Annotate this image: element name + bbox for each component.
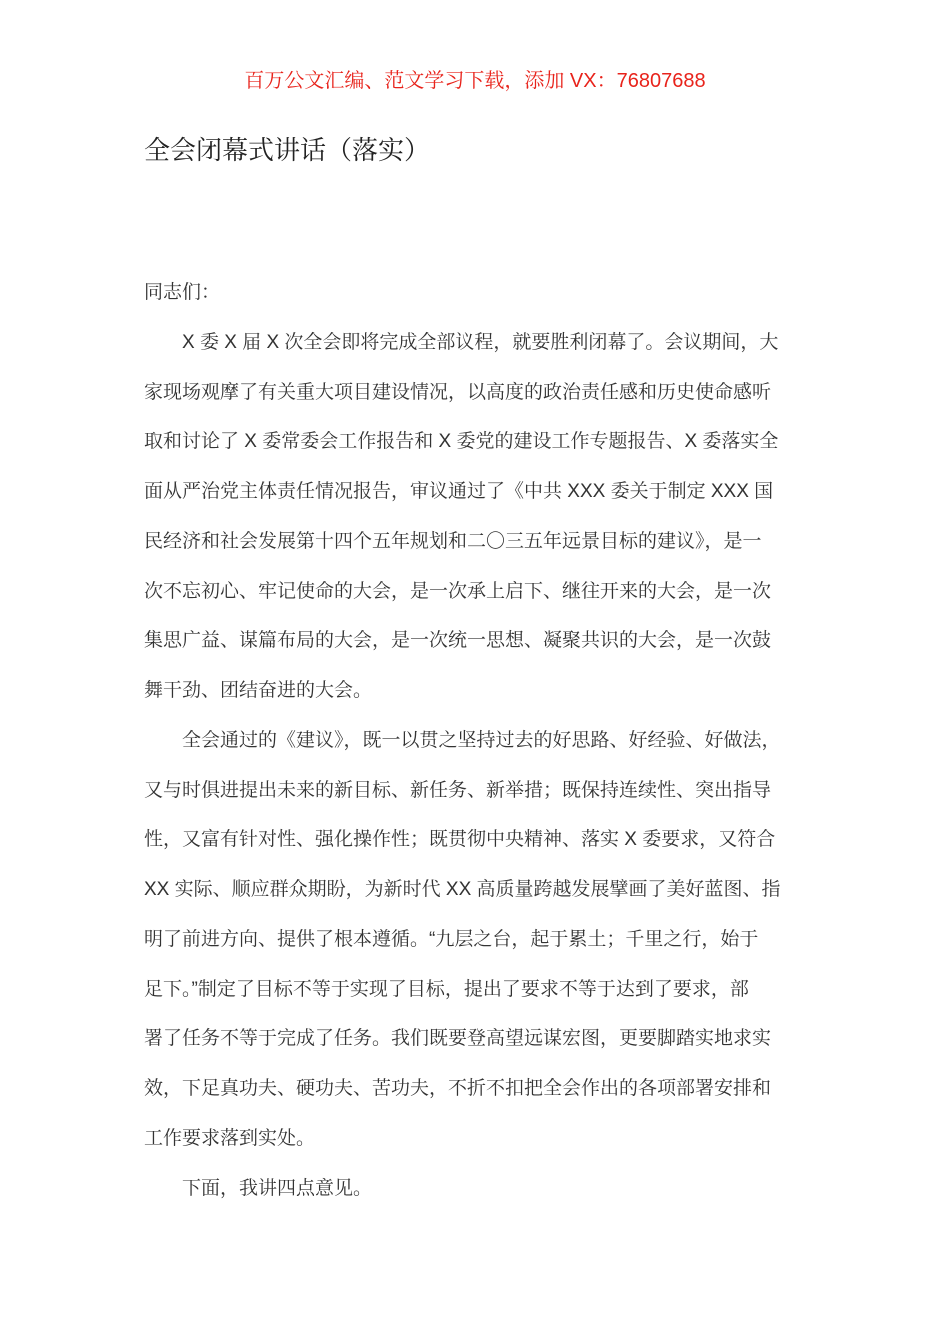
- text-line: 民经济和社会发展第十四个五年规划和二〇三五年远景目标的建议》，是一: [144, 530, 762, 552]
- text-line: 效，下足真功夫、硬功夫、苦功夫，不折不扣把全会作出的各项部署安排和: [144, 1078, 772, 1099]
- text-line: 又与时俱进提出未来的新目标、新任务、新举措；既保持连续性、突出指导: [144, 779, 772, 801]
- text-line: 全会通过的《建议》，既一以贯之坚持过去的好思路、好经验、好做法，: [144, 729, 781, 751]
- text-line: XX 实际、顺应群众期盼，为新时代 XX 高质量跨越发展擘画了美好蓝图、指: [144, 879, 781, 900]
- text-line: 足下。”制定了目标不等于实现了目标，提出了要求不等于达到了要求，部: [144, 978, 749, 1000]
- text-line: 取和讨论了 X 委常委会工作报告和 X 委党的建设工作专题报告、X 委落实全: [144, 431, 779, 453]
- text-line: 集思广益、谋篇布局的大会，是一次统一思想、凝聚共识的大会，是一次鼓: [144, 630, 772, 652]
- document-body: [144, 278, 824, 1223]
- watermark-header: 百万公文汇编、范文学习下载，添加 VX：76807688: [244, 70, 706, 92]
- text-line: 次不忘初心、牢记使命的大会，是一次承上启下、继往开来的大会，是一次: [144, 580, 772, 602]
- text-line: 性，又富有针对性、强化操作性；既贯彻中央精神、落实 X 委要求，又符合: [144, 829, 776, 851]
- text-line: 工作要求落到实处。: [144, 1127, 316, 1149]
- text-line: 面从严治党主体责任情况报告，审议通过了《中共 XXX 委关于制定 XXX 国: [144, 481, 774, 502]
- text-line: 下面，我讲四点意见。: [144, 1177, 373, 1199]
- text-line: 署了任务不等于完成了任务。我们既要登高望远谋宏图，更要脚踏实地求实: [144, 1028, 772, 1050]
- text-line: 同志们：: [144, 282, 221, 303]
- document-title: 全会闭幕式讲话（落实）: [144, 135, 431, 165]
- text-line: 明了前进方向、提供了根本遵循。“九层之台，起于累土；千里之行，始于: [144, 928, 759, 950]
- text-line: 舞干劲、团结奋进的大会。: [144, 680, 373, 701]
- text-line: 家现场观摩了有关重大项目建设情况，以高度的政治责任感和历史使命感听: [144, 381, 772, 403]
- text-line: X 委 X 届 X 次全会即将完成全部议程，就要胜利闭幕了。会议期间，大: [144, 331, 779, 353]
